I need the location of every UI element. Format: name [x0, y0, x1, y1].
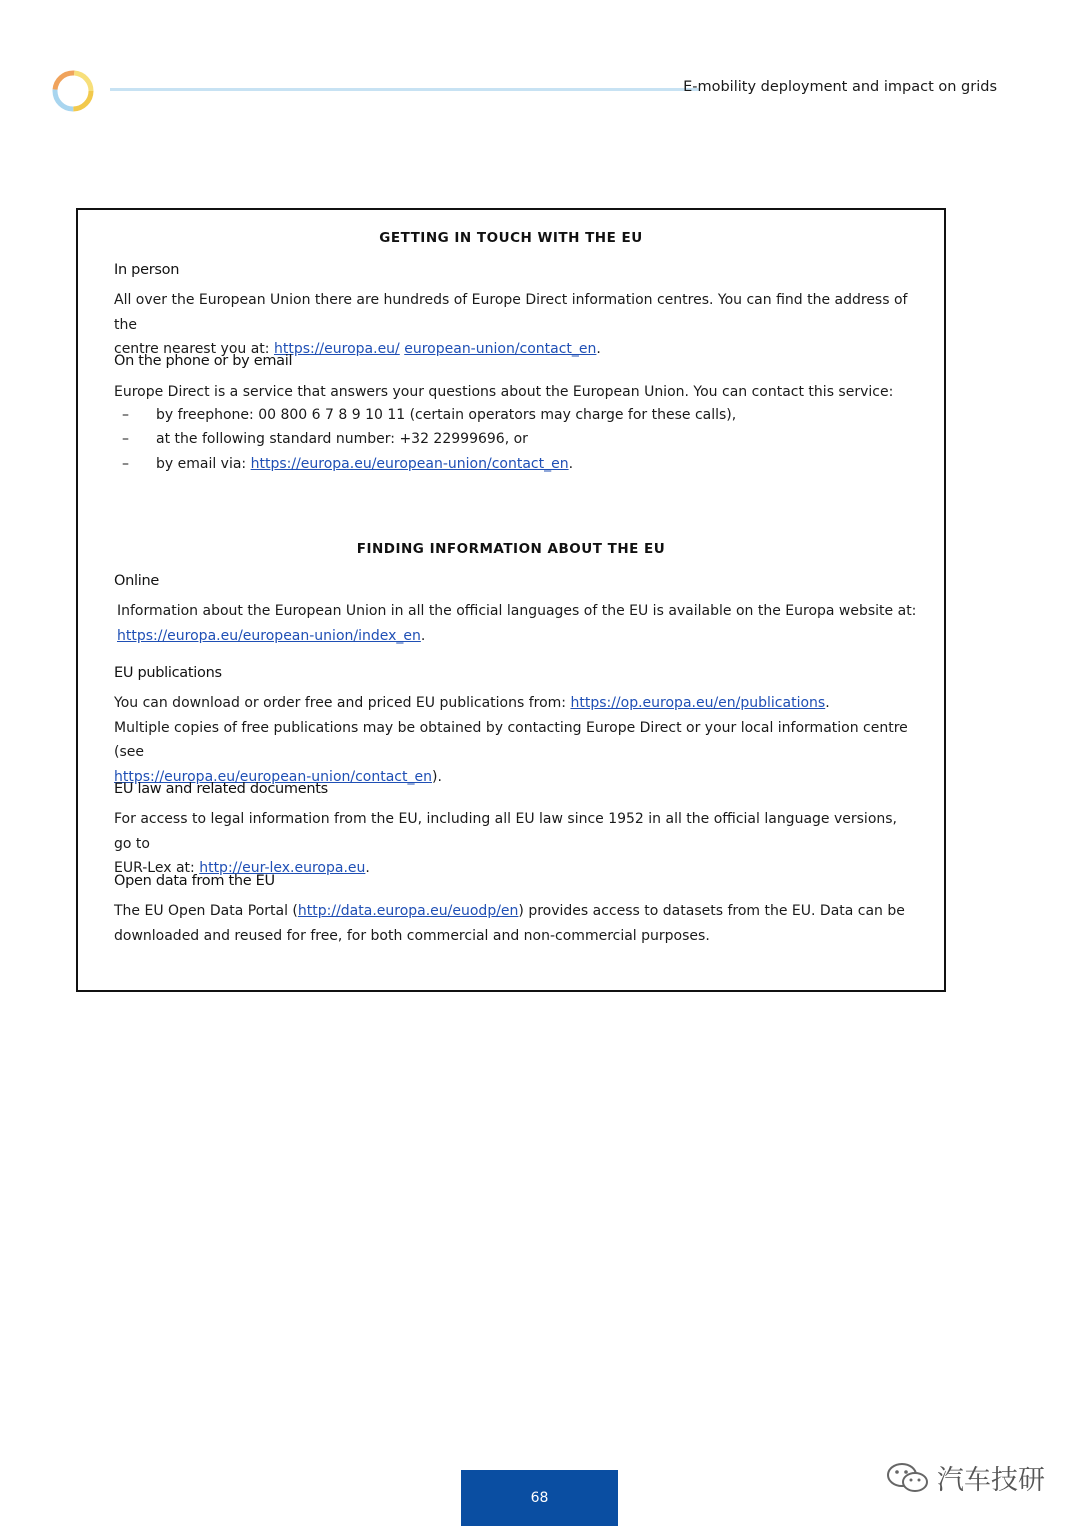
subheading-eu-law: EU law and related documents [114, 781, 328, 797]
link-europa-eu[interactable]: https://europa.eu/ [273, 341, 400, 357]
section-heading-contact: GETTING IN TOUCH WITH THE EU [379, 230, 643, 246]
logo-ring-icon [50, 68, 96, 114]
list-item: – by freephone: 00 800 6 7 8 9 10 11 (certain operators may charge for these calls), [122, 407, 737, 423]
paragraph-eu-law: For access to legal information from the EU, including all EU law since 1952 in all the official language versions, go to EUR-Lex at: http://eur-lex.europa.eu. [114, 811, 897, 876]
wechat-icon [885, 1461, 931, 1495]
subheading-in-person: In person [114, 262, 180, 278]
contact-info-box [76, 208, 946, 992]
link-contact-en[interactable]: european-union/contact_en [404, 341, 597, 357]
subheading-publications: EU publications [114, 665, 222, 681]
subheading-open-data: Open data from the EU [114, 873, 275, 889]
link-op-publications[interactable]: https://op.europa.eu/en/publications [570, 695, 826, 711]
list-item: – by email via: https://europa.eu/european-union/contact_en. [122, 456, 574, 472]
header-title: E-mobility deployment and impact on grids [683, 79, 997, 95]
paragraph-online: Information about the European Union in all the official languages of the EU is available on the Europa website at: https://europa.eu/european-union/index_en. [117, 603, 917, 644]
paragraph-phone-intro: Europe Direct is a service that answers your questions about the European Union. You can contact this service: [114, 384, 894, 400]
paragraph-open-data: The EU Open Data Portal (http://data.europa.eu/euodp/en) provides access to datasets from the EU. Data can be downloaded and reused for free, for both commercial and non-commercial purposes. [114, 903, 905, 944]
link-index-en[interactable]: https://europa.eu/european-union/index_en [117, 627, 421, 644]
paragraph-publications: You can download or order free and priced EU publications from: https://op.europa.eu/en/publications. Multiple copies of free publications may be obtained by contacting Europe Direct or your local information centre (see https://europa.eu/european-union/contact_en). [114, 695, 908, 785]
paragraph-in-person: All over the European Union there are hundreds of Europe Direct information centres. You can find the address of the centre nearest you at: https://europa.eu/ european-union/contact_en. [114, 292, 908, 357]
link-open-data-portal[interactable]: http://data.europa.eu/euodp/en [297, 903, 519, 919]
section-heading-finding-info: FINDING INFORMATION ABOUT THE EU [356, 541, 666, 557]
list-item: – at the following standard number: +32 22999696, or [122, 431, 528, 447]
header-divider [110, 88, 700, 91]
link-contact-email[interactable]: https://europa.eu/european-union/contact_en [250, 456, 569, 472]
link-eur-lex[interactable]: http://eur-lex.europa.eu [199, 860, 366, 876]
subheading-phone-email: On the phone or by email [114, 353, 293, 369]
watermark-text: 汽车技研 [937, 1465, 1045, 1496]
subheading-online: Online [114, 573, 159, 589]
page-number: 68 [461, 1470, 618, 1526]
link-contact-en-2[interactable]: https://europa.eu/european-union/contact_en [114, 768, 432, 785]
watermark [885, 1458, 1045, 1497]
